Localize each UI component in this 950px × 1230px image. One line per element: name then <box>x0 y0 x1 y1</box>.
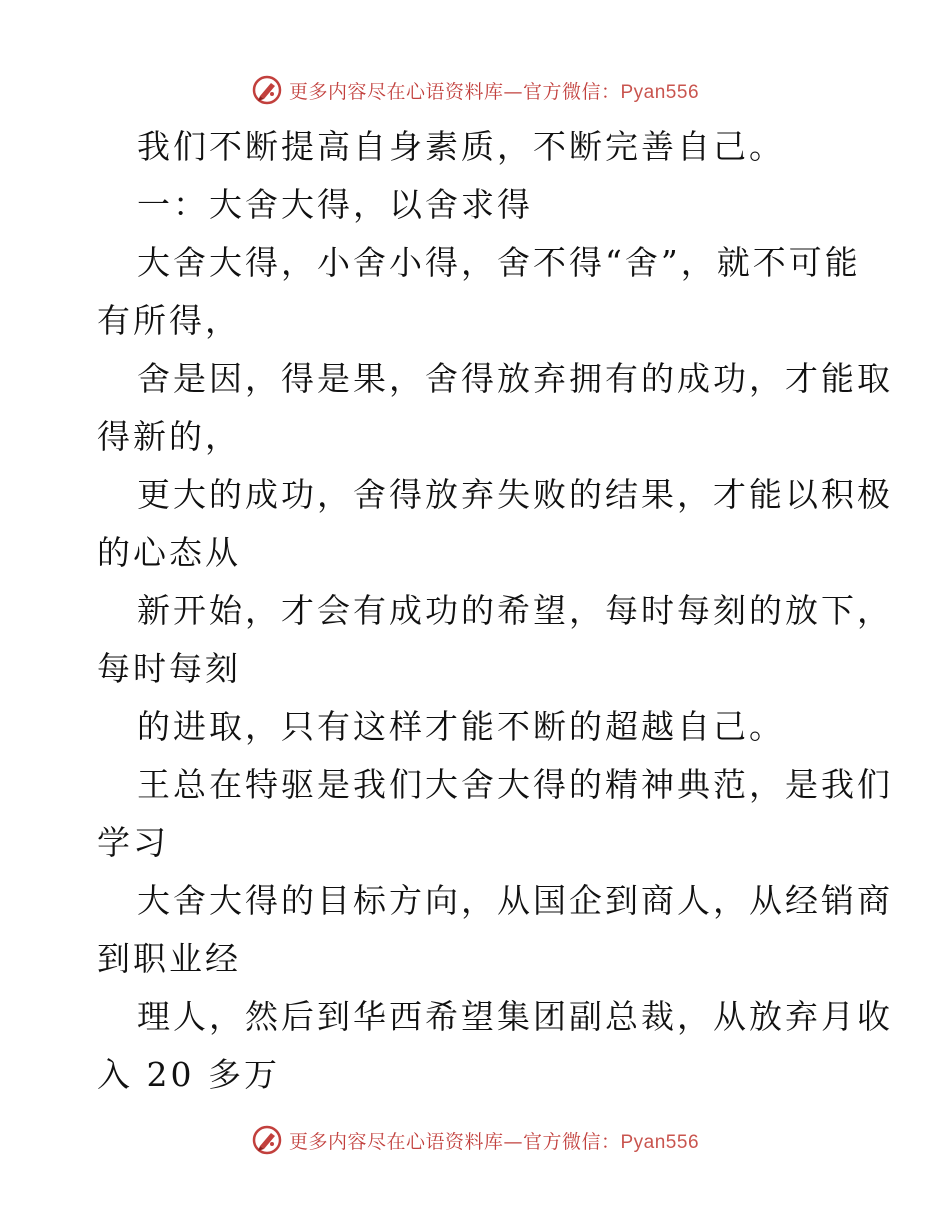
text-line: 更大的成功，舍得放弃失败的结果，才能以积极 <box>137 475 893 514</box>
text-line: 到职业经 <box>97 939 241 978</box>
body-text <box>97 118 893 1104</box>
section-heading: 一：大舍大得，以舍求得 <box>137 185 533 224</box>
red-pen-logo-icon <box>251 74 283 106</box>
header-text: 更多内容尽在心语资料库—官方微信：Pyan556 <box>288 80 700 103</box>
text-line: 入 20 多万 <box>97 1055 280 1094</box>
text-line: 学习 <box>97 823 169 862</box>
text-line: 王总在特驱是我们大舍大得的精神典范，是我们 <box>137 765 893 804</box>
text-line: 得新的， <box>97 417 241 456</box>
text-line: 我们不断提高自身素质，不断完善自己。 <box>137 127 785 166</box>
footer-text: 更多内容尽在心语资料库—官方微信：Pyan556 <box>288 1130 700 1153</box>
footer-banner <box>0 1120 950 1160</box>
text-line: 的心态从 <box>97 533 241 572</box>
text-line: 理人，然后到华西希望集团副总裁，从放弃月收 <box>137 997 893 1036</box>
text-line: 新开始，才会有成功的希望，每时每刻的放下， <box>137 591 893 630</box>
text-line: 大舍大得，小舍小得，舍不得“舍”，就不可能 <box>137 243 861 282</box>
text-line: 大舍大得的目标方向，从国企到商人，从经销商 <box>137 881 893 920</box>
text-line: 的进取，只有这样才能不断的超越自己。 <box>137 707 785 746</box>
text-line: 舍是因，得是果，舍得放弃拥有的成功，才能取 <box>137 359 893 398</box>
text-line: 每时每刻 <box>97 649 241 688</box>
text-line: 有所得， <box>97 301 241 340</box>
red-pen-logo-icon <box>251 1124 283 1156</box>
header-banner <box>0 70 950 110</box>
